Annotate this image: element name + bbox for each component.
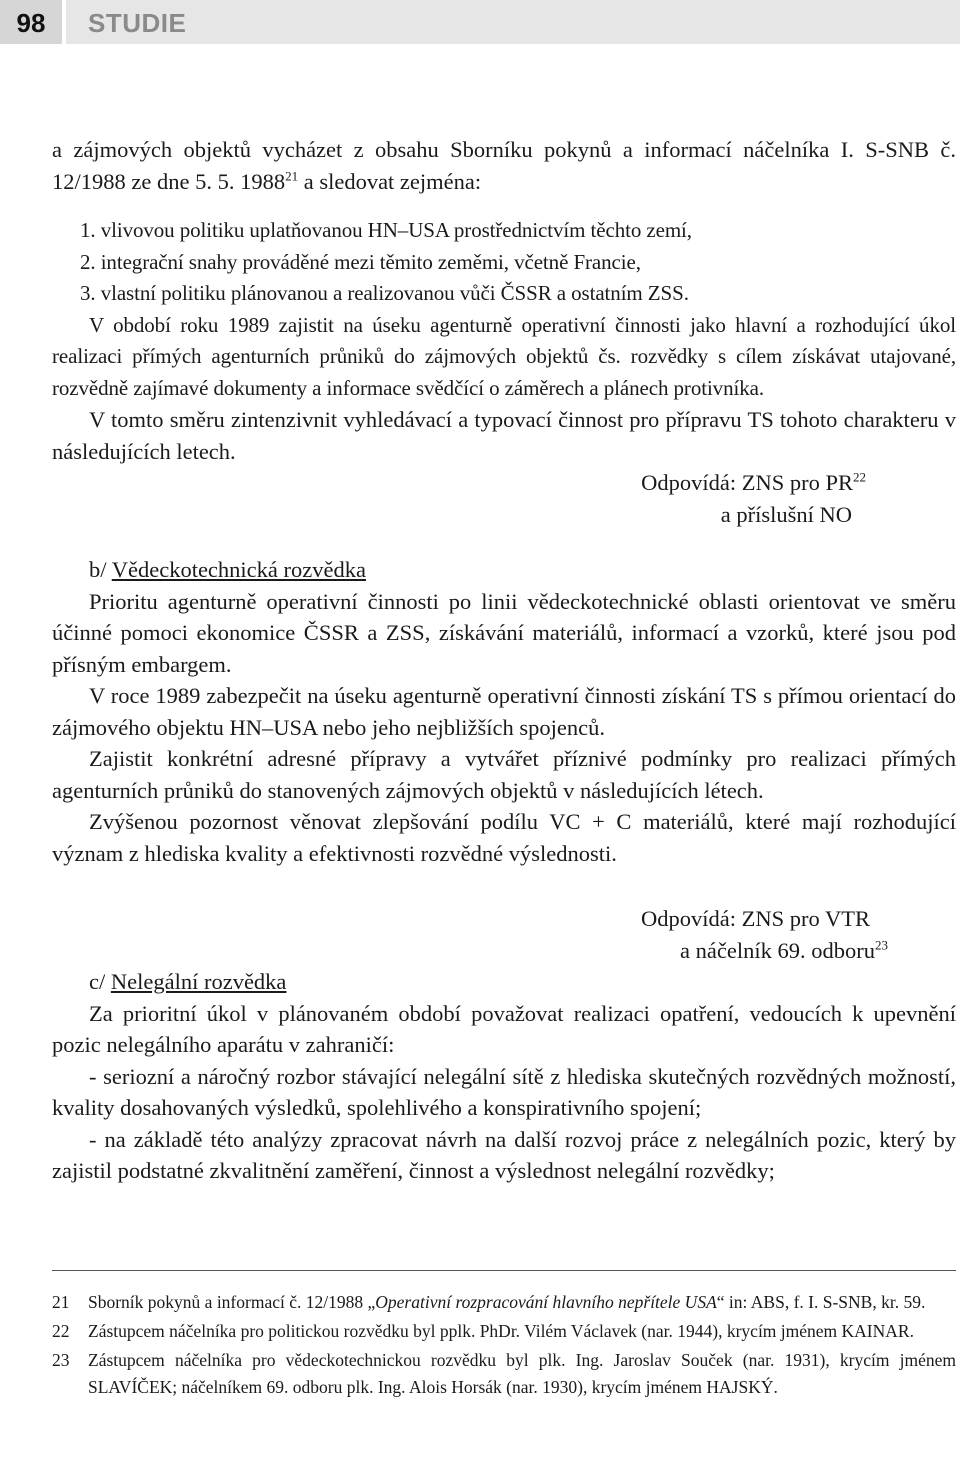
paragraph: Zajistit konkrétní adresné přípravy a vytvářet příznivé podmínky pro realizaci přímých agenturních průniků do stanovených zájmových objektů v následujících létech. [52,746,956,803]
paragraph: - na základě této analýzy zpracovat návrh na další rozvoj práce z nelegálních pozic, který by zajistil podstatné zkvalitnění zaměření, činnost a výslednost nelegální rozvědky; [52,1126,956,1183]
footnotes [52,1270,956,1403]
footnote-ref-23: 23 [875,937,888,952]
footnote-23: 23 Zástupcem náčelníka pro vědeckotechnickou rozvědku byl plk. Ing. Jaroslav Souček (nar. 1931), krycím jménem SLAVÍČEK; náčelníkem 69. odboru plk. Ing. Alois Horsák (nar. 1930), krycím jménem HAJSKÝ. [52,1347,956,1401]
paragraph: - seriozní a náročný rozbor stávající nelegální sítě z hlediska skutečných rozvědných možností, kvality dosahovaných výsledků, spolehlivého a konspirativního spojení; [52,1063,956,1120]
footnote-21: 21 Sborník pokynů a informací č. 12/1988 „Operativní rozpracování hlavního nepřítele USA“ in: ABS, f. I. S-SNB, kr. 59. [52,1289,956,1316]
responsibility-line [52,467,956,499]
page-header [0,0,960,44]
paragraph: V roce 1989 zabezpečit na úseku agenturně operativní činnosti získání TS s přímou orientací do zájmového objektu HN–USA nebo jeho nejbližších spojenců. [52,683,956,740]
intro-paragraph [52,134,956,197]
footnote-number: 21 [52,1292,70,1312]
footnote-ref-22: 22 [853,469,866,485]
main-text [52,134,956,1187]
footnote-22: 22 Zástupcem náčelníka pro politickou rozvědku byl pplk. PhDr. Vilém Václavek (nar. 1944), krycím jménem KAINAR. [52,1318,956,1345]
paragraph: V období roku 1989 zajistit na úseku agenturně operativní činnosti jako hlavní a rozhodující úkol realizaci přímých agenturních průniků do zájmových objektů čs. rozvědky s cílem získávat utajované, rozvědně zajímavé dokumenty a informace svědčící o záměrech a plánech protivníka. [52,312,956,400]
section-heading-c: c/ Nelegální rozvědka [89,969,287,994]
section-heading-b: b/ Vědeckotechnická rozvědka [89,557,366,582]
section-title-c: Nelegální rozvědka [110,969,287,994]
paragraph: Zvýšenou pozornost věnovat zlepšování podílu VC + C materiálů, které mají rozhodující význam z hlediska kvality a efektivnosti rozvědné výslednosti. [52,809,956,866]
list-item: 3. vlastní politiku plánovanou a realizovanou vůči ČSSR a ostatním ZSS. [80,281,689,305]
intro-text-end: a sledovat zejména: [298,168,482,194]
list-item: 1. vlivovou politiku uplatňovanou HN–USA prostřednictvím těchto zemí, [80,218,692,242]
page-number: 98 [0,0,62,44]
paragraph: Prioritu agenturně operativní činnosti po linii vědeckotechnické oblasti orientovat ve směru účinné pomoci ekonomice ČSSR a ZSS, získávání materiálů, informací a vzorků, které jsou pod přísným embargem. [52,588,956,677]
section-title-b: Vědeckotechnická rozvědka [111,557,366,582]
footnote-ref-21: 21 [285,168,299,183]
cited-title: Operativní rozpracování hlavního nepřítele USA [375,1292,717,1312]
responsibility-line: Odpovídá: ZNS pro VTR [641,906,870,931]
section-title: STUDIE [66,0,960,44]
intro-text: a zájmových objektů vycházet z obsahu Sborníku pokynů a informací náčelníka I. S-SNB č. 12/1988 ze dne 5. 5. 1988 [52,137,956,194]
paragraph: V tomto směru zintenzivnit vyhledávací a typovací činnost pro přípravu TS tohoto charakteru v následujících letech. [52,407,956,464]
numbered-list [52,215,956,310]
responsibility-line: a příslušní NO [720,501,852,527]
paragraph: Za prioritní úkol v plánovaném období považovat realizaci opatření, vedoucích k upevnění pozic nelegálního aparátu v zahraničí: [52,1000,956,1057]
footnote-number: 22 [52,1321,70,1341]
responsibility-text: Odpovídá: ZNS pro PR [641,470,853,495]
responsibility-line: a náčelník 69. odboru$^{23}$ [680,937,888,963]
list-item: 2. integrační snahy prováděné mezi těmito zeměmi, včetně Francie, [80,249,641,274]
footnote-number: 23 [52,1350,70,1370]
